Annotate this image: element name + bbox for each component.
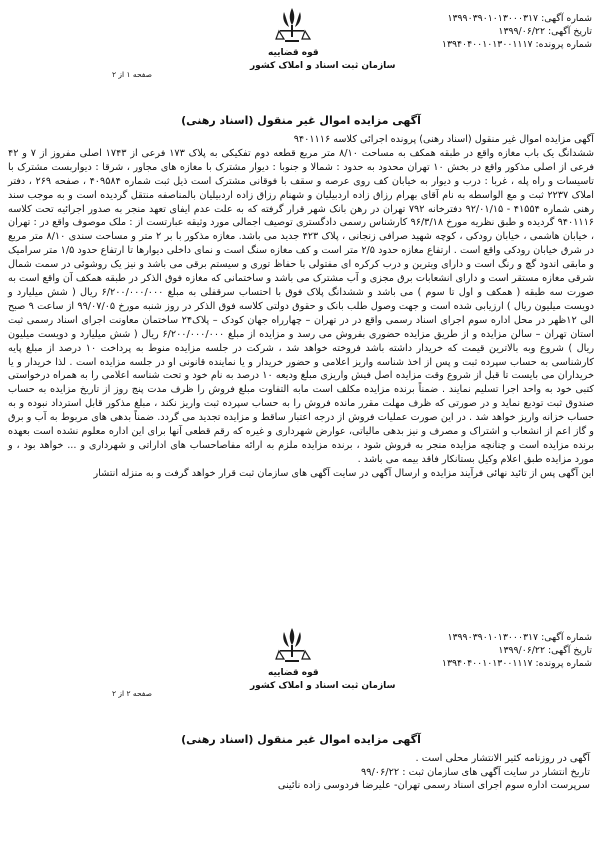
body-paragraph: تاریخ انتشار در سایت آگهی های سازمان ثبت : ۹۹/۰۶/۲۲ — [360, 766, 590, 778]
body-paragraph: این آگهی پس از تائید نهائی فرآیند مزایده و ارسال آگهی در سایت آگهی های سازمان ثبت قرار خواهد گرفت و به منزله انتشار — [93, 467, 594, 479]
org-registration: سازمان ثبت اسناد و املاک کشور — [250, 681, 396, 691]
notice-date: تاریخ آگهی: ۱۳۹۹/۰۶/۲۲ — [498, 645, 592, 656]
body-paragraph: ششدانگ یک باب مغازه واقع در طبقه همکف به مساحت ۸/۱۰ متر مربع قطعه دوم تفکیکی به پلاک ۱۷۳ فرعی از ۱۷۴۳ اصلی مفروز از ۷ و ۴۲ فرعی از اصلی مذکور واقع در بخش ۱۰ تهران محدود به حدود : شمالا و جنوبا : دیوار مشترک با مغازه های مجاور ، شرقا : دیواربست مشترک با تاسیسات و راه پله ، غربا : درب و دیوار به خیابان کف روی عرصه و سقف با فوقانی مشترک است ذیل ثبت شماره ۴۰۹۵۸۴ ، صفحه ۲۶۹ ، دفتر املاک ۲۲۳۷ ثبت و مع الواسطه به نام آقای بهرام رزاق زاده اردبیلیان و شهنام رزاق زاده اردبیلیان بالمناصفه منتقل گردیده است و به موجب سند رهنی شماره ۴۱۵۵۴ - ۹۲/۰۱/۱۵ دفترخانه ۷۹۲ تهران در رهن بانک شهر قرار گرفته که به علت عدم ایفای تعهد منجر به صدور اجرائیه تحت کلاسه ۹۴۰۱۱۱۶ گردیده و طبق نظریه مورخ ۹۶/۳/۱۸ کارشناس رسمی دادگستری توصیف اجمالی مورد وثیقه عبارتست از : ملک موصوف واقع در : تهران ، خیابان هاشمی ، خیابان رودکی ، کوچه شهید صرافی زنجانی ، پلاک ۴۲۳ جدید می باشد. مغازه مذکور با بر ۲ متر و مساحت سندی ۸/۱۰ متر مربع در شرق خیابان رودکی واقع است . ارتفاع مغازه حدود ۲/۵ متر است و کف مغازه سنگ است و نمای داخلی دیوارها تا ارتفاع حدود ۱/۵ متر سرامیک و مابقی اندود گچ و رنگ است و دارای ویترین و درب کرکره ای مفتولی با حفاظ توری و سیستم برقی می باشد و نیز یک روشوئی در سمت شمال شرقی مغازه مستقر است و دارای انشعابات برق مجزی و آب مشترک می باشد و ساختمانی که مغازه فوق الذکر در طبقه همکف آن واقع است به صورت سه طبقه ( همکف و اول تا سوم ) می باشد و ششدانگ پلاک فوق با احتساب سرقفلی به مبلغ ۶/۲۰۰/۰۰۰/۰۰۰ ریال ( شش میلیارد و دویست میلیون ریال ) ارزیابی شده است و جهت وصول طلب بانک و حقوق دولتی کلاسه فوق الذکر در روز شنبه مورخ ۹۹/۰۷/۰۵ از ساعت ۹ صبح الی ۱۲ظهر در محل اداره سوم اجرای اسناد رسمی واقع در در تهران – چهارراه جهان کودک – پلاک۲۴ ساختمان معاونت اجرای اسناد رسمی ثبت استان تهران – سالن مزایده و از طریق مزایده حضوری بفروش می رسد و مزایده از مبلغ ۶/۲۰۰/۰۰۰/۰۰۰ ریال ( شش میلیارد و دویست میلیون ریال ) شروع وبه بالاترین قیمت که خریدار داشته باشد فروخته خواهد شد ، شرکت در جلسه مزایده منوط به پرداخت ۱۰ درصد از مبلغ پایه کارشناسی به حساب سپرده ثبت و پس از اخذ شناسه واریز اعلامی و حضور خریدار و یا نماینده قانونی او در جلسه مزایده است . لذا خریدار و یا خریداران می بایست تا قبل از شروع وقت مزایده اصل فیش واریزی مبلغ ودیعه ۱۰ درصد به نام خود و تحت شناسه اعلامی را به همراه درخواستی کتبی خود به واحد اجرا تسلیم نمایند . ضمناً برنده مزایده مکلف است مابه التفاوت مبلغ فروش را ظرف مدت پنج روز از تاریخ مزایده به حساب صندوق ثبت تودیع نماید و در صورتی که ظرف مهلت مقرر مانده فروش را به حساب سپرده ثبت واریز نکند ، مبلغ مذکور قابل استرداد نبوده و به حساب خزانه واریز خواهد شد . در این صورت عملیات فروش از درجه اعتبار ساقط و مزایده تجدید می گردد. ضمناً بدهی های مربوط به آب و برق و گاز اعم از انشعاب و اشتراک و مصرف و نیز بدهی مالیاتی، عوارض شهرداری و غیره که رقم قطعی آنها برای این اداره معلوم نشده است بعهده برنده مزایده است و چنانچه مزایده منجر به فروش شود ، برنده مزایده ملزم به ارائه مفاصاحساب های اداراتی و شهرداری و ... خواهد بود ، و مورد مزایده طبق اعلام وکیل بستانکار فاقد بیمه می باشد . — [8, 147, 595, 465]
notice2-body — [30, 752, 590, 793]
judiciary-emblem-icon — [272, 626, 312, 666]
judiciary-emblem-icon — [272, 6, 312, 46]
signature-line: سرپرست اداره سوم اجرای اسناد رسمی تهران- علیرضا فردوسی زاده نائینی — [277, 780, 590, 791]
notice-number: شماره آگهی: ۱۳۹۹۰۳۹۰۱۰۱۳۰۰۰۳۱۷ — [447, 632, 592, 643]
notice-title: آگهی مزایده اموال غیر منقول (اسناد رهنی) — [181, 733, 421, 746]
notice1-body — [8, 133, 594, 481]
case-number: شماره پرونده: ۱۳۹۴۰۴۰۰۱۰۱۳۰۰۱۱۱۷ — [441, 39, 592, 50]
org-judiciary: قوه قضاییه — [268, 48, 319, 58]
case-number: شماره پرونده: ۱۳۹۴۰۴۰۰۱۰۱۳۰۰۱۱۱۷ — [441, 658, 592, 669]
notice-title: آگهی مزایده اموال غیر منقول (اسناد رهنی) — [181, 114, 421, 127]
notice-number: شماره آگهی: ۱۳۹۹۰۳۹۰۱۰۱۳۰۰۰۳۱۷ — [447, 13, 592, 24]
body-paragraph: آگهی در روزنامه کثیر الانتشار محلی است . — [415, 753, 590, 764]
page-number: صفحه ۱ از ۲ — [112, 70, 152, 79]
notice-date: تاریخ آگهی: ۱۳۹۹/۰۶/۲۲ — [498, 26, 592, 37]
org-registration: سازمان ثبت اسناد و املاک کشور — [250, 61, 396, 71]
org-judiciary: قوه قضاییه — [268, 668, 319, 678]
body-paragraph: آگهی مزایده اموال غیر منقول (اسناد رهنی) پرونده اجرائی کلاسه ۹۴۰۱۱۱۶ — [293, 134, 594, 145]
page-number: صفحه ۲ از ۲ — [112, 689, 152, 698]
notice1-meta — [442, 12, 592, 51]
notice2-meta — [442, 631, 592, 670]
